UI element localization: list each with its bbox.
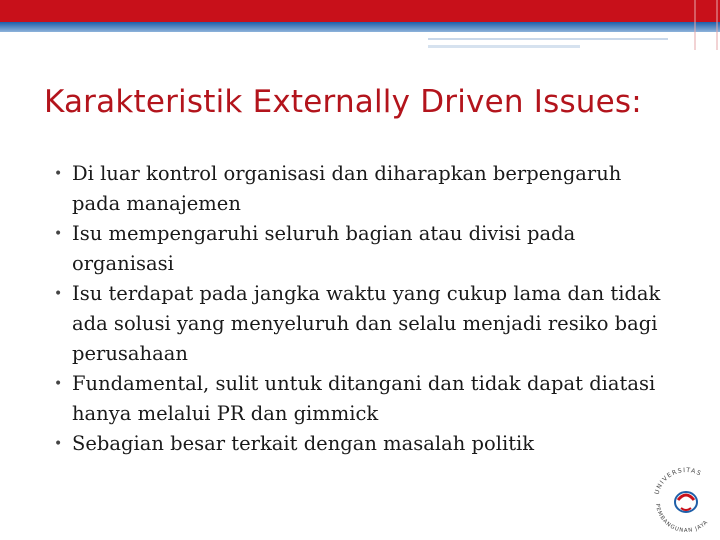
bullet-list [54,159,674,459]
bullet-item: • Isu mempengaruhi seluruh bagian atau divisi pada organisasi [54,219,674,279]
header-red-bar [0,0,720,22]
logo-text-bottom: PEMBANGUNAN JAYA [654,503,710,535]
logo-text-top: UNIVERSITAS [653,466,703,496]
bullet-item: • Sebagian besar terkait dengan masalah politik [54,429,674,459]
university-logo [648,456,720,540]
bullet-item: • Fundamental, sulit untuk ditangani dan tidak dapat diatasi hanya melalui PR dan gimmick [54,369,674,429]
header-blue-band [0,22,720,32]
decorative-stripes [694,0,718,50]
bullet-item: • Di luar kontrol organisasi dan diharapkan berpengaruh pada manajemen [54,159,674,219]
bullet-item: • Isu terdapat pada jangka waktu yang cukup lama dan tidak ada solusi yang menyeluruh dan selalu menjadi resiko bagi perusahaan [54,279,674,369]
slide-title: Karakteristik Externally Driven Issues: [44,84,642,120]
svg-text:UNIVERSITAS [654,467,703,495]
decorative-line [428,38,668,40]
logo-emblem-arc [678,495,694,500]
decorative-line [428,45,580,48]
logo-emblem-smile [681,508,691,510]
